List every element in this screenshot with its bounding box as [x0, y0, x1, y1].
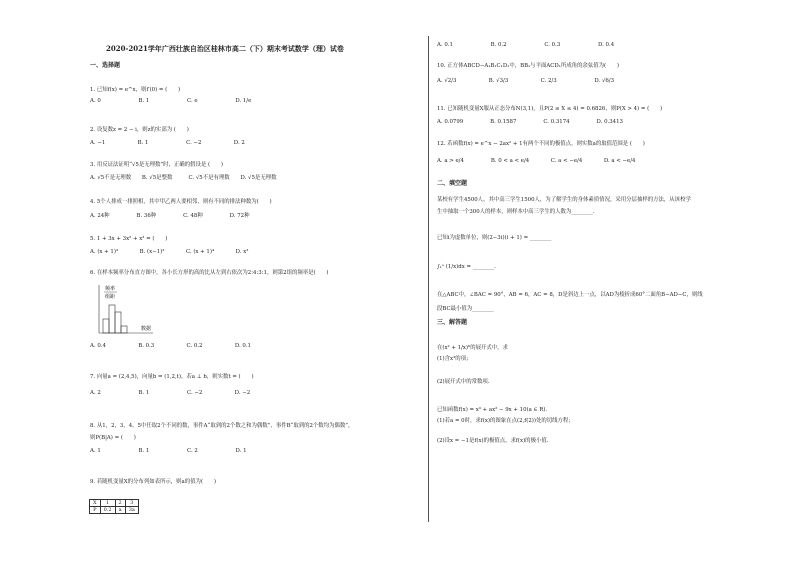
- table-cell: P: [90, 507, 101, 514]
- question-line: 则P(B|A) = ( ): [90, 435, 136, 441]
- question-line: A. 0.4 B. 0.3 C. 0.2 D. 0.1: [90, 343, 251, 349]
- question-line: A. √2/3 B. √3/3 C. 2/3 D. √6/3: [437, 78, 615, 84]
- question-line: 8. 从1，2，3，4，5中任取2个不同的数，事件A“取到的2个数之和为偶数”，事件B“取到的2个数均为偶数”，: [90, 423, 354, 429]
- question-line: A. a > e/4 B. 0 < a < e/4 C. a < −e/4 D. a < −e/4: [437, 158, 636, 164]
- question-line: A. 0.1 B. 0.2 C. 0.3 D. 0.4: [437, 42, 615, 48]
- question-line: 2. 设复数z = 2 − i，则z的实部为 ( ): [90, 127, 189, 133]
- question-line: (2)展开式中的常数项.: [437, 379, 490, 385]
- question-line: (2)设x = −1是f(x)的极值点，求f(x)的极小值.: [437, 438, 549, 444]
- table-cell: X: [90, 500, 101, 507]
- question-line: A. −1 B. 1 C. −2 D. 2: [90, 140, 245, 146]
- table-row: [90, 500, 139, 507]
- histogram-bar: [115, 312, 121, 333]
- question-line: A. √5不是无理数 B. √5是整数 C. √5不是有理数 D. √5是无理数: [90, 175, 277, 181]
- question-line: 5. 1 + 3x + 3x² + x³ = ( ): [90, 236, 168, 242]
- table-cell: 3a: [125, 507, 138, 514]
- question-line: A. 2 B. 1 C. −2 D. −2: [90, 390, 251, 396]
- frequency-histogram: [93, 283, 163, 335]
- table-row: [90, 507, 139, 514]
- question-line: 4. 5个人排成一排照相，其中甲乙两人要相邻，则有不同的排法种数为( ): [90, 199, 272, 205]
- question-line: A. 24种 B. 36种 C. 48种 D. 72种: [90, 213, 250, 219]
- table-cell: 3: [125, 500, 138, 507]
- question-line: ∫₁ᵉ (1/x)dx = ________.: [437, 264, 496, 270]
- question-line: 9. 若随机变量X的分布列如表所示，则a的值为( ): [90, 479, 216, 485]
- question-line: 6. 在样本频率分布直方图中，各小长方形的高的比从左到右依次为2:4:3:1，则第2组的频率是( ): [90, 270, 329, 276]
- question-line: A. 0.0799 B. 0.1587 C. 0.3174 D. 0.3413: [437, 119, 623, 125]
- histogram-bar: [109, 305, 115, 333]
- question-line: A. 0 B. 1 C. e D. 1/e: [90, 98, 252, 104]
- question-line: A. (x + 1)³ B. (x−1)³ C. (x + 1)⁴ D. x³: [90, 249, 249, 255]
- ylabel-top: 频率: [105, 286, 116, 292]
- probability-table: [89, 499, 139, 514]
- question-line: 某校有学生4500人，其中高三学生1500人，为了解学生的身体素质情况，采用分层抽样的方法，从该校学: [437, 197, 691, 203]
- table-cell: 1: [100, 500, 115, 507]
- xlabel: 数据: [141, 326, 152, 332]
- column-divider: [428, 36, 429, 522]
- histogram-bar: [103, 319, 109, 333]
- section-heading: 二、填空题: [437, 180, 468, 187]
- question-line: 3. 用反证法证明“√5是无理数”时，正确的假设是 ( ): [90, 162, 223, 168]
- question-line: 在△ABC中，∠BAC = 90°，AB = 6，AC = 8，D是斜边上一点，以AD为棱折成60°二面角B−AD−C，则线: [437, 292, 703, 298]
- question-line: (1)若a = 0时，求f(x)的图象在点(2,f(2))处的切线方程；: [437, 418, 574, 424]
- question-line: 生中抽取一个300人的样本，则样本中高三学生的人数为________.: [437, 209, 595, 215]
- question-line: 已知函数f(x) = x³ + ax² − 9x + 10(a ∈ R).: [437, 407, 548, 413]
- section-heading: 三、解答题: [437, 319, 468, 326]
- question-line: 段BC最小值为________: [437, 306, 494, 312]
- ylabel-bottom: 组距: [105, 294, 116, 300]
- question-line: 已知i为虚数单位，则(2−3i)(i + 1) = ________: [437, 235, 552, 241]
- question-line: A. 1 B. 1 C. 2 D. 1: [90, 448, 247, 454]
- histogram-bar: [121, 326, 127, 333]
- section-heading: 一、选择题: [90, 62, 121, 69]
- question-line: (1)含x³的项；: [437, 356, 472, 362]
- question-line: 7. 向量a = (2,4,5)，向量b = (1,2,t)，若a ⊥ b，则实数t = ( ): [90, 374, 254, 380]
- table-cell: 2: [115, 500, 125, 507]
- table-cell: 0.2: [100, 507, 115, 514]
- question-line: 12. 若函数f(x) = e^x − 2ax² + 1有两个不同的极值点，则实数a的取值范围是 ( ): [437, 141, 645, 147]
- question-line: 11. 已知随机变量X服从正态分布N(3,1)，且P(2 ≤ X ≤ 4) = 0.6826，则P(X > 4) = ( ): [437, 106, 663, 112]
- table-cell: a: [115, 507, 125, 514]
- question-line: 在(x² + 1/x)⁶的展开式中，求: [437, 345, 508, 351]
- question-line: 1. 已知f(x) = e^x，则f′(0) = ( ): [90, 87, 181, 93]
- page-title: 2020-2021学年广西壮族自治区桂林市高二（下）期末考试数学（理）试卷: [106, 44, 344, 53]
- question-line: 10. 正方体ABCD−A₁B₁C₁D₁中，BB₁与平面ACD₁所成角的余弦值为( ): [437, 63, 619, 69]
